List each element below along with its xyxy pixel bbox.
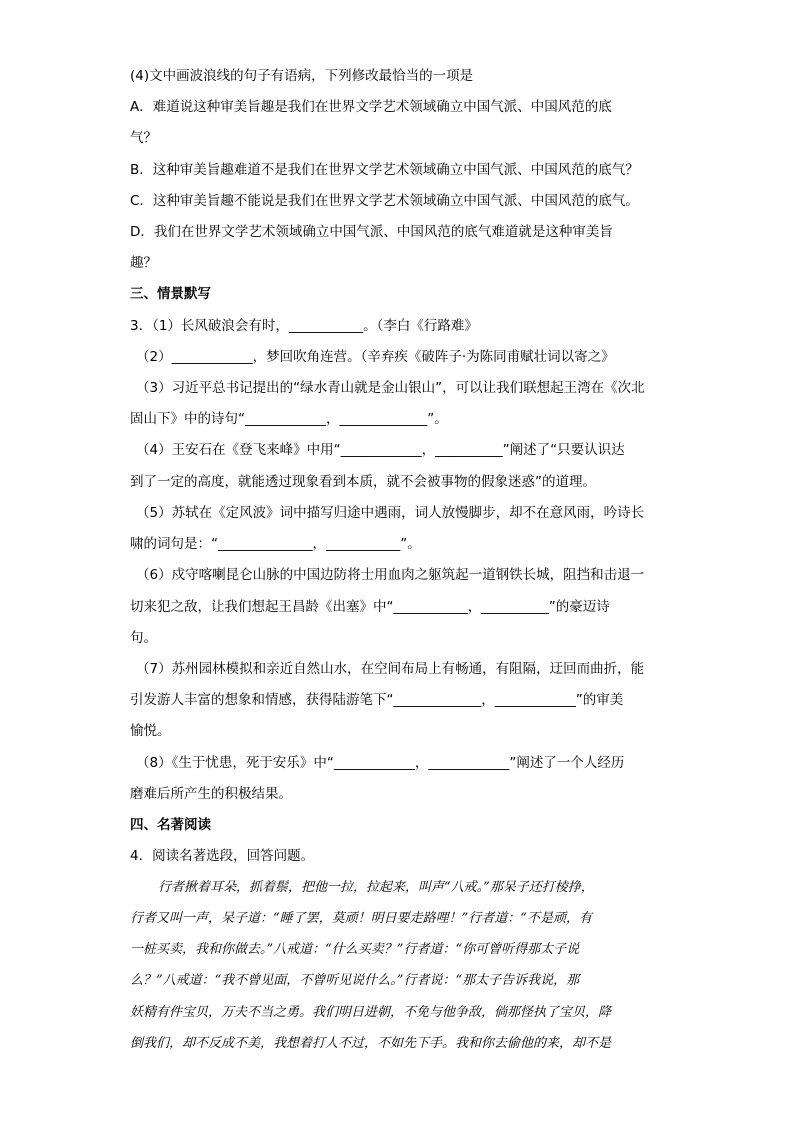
option-d-line-1: D．我们在世界文学艺术领域确立中国气派、中国风范的底气难道就是这种审美旨 <box>130 224 613 240</box>
q3-item-8-line-2: 磨难后所产生的积极结果。 <box>130 786 292 802</box>
q3-item-7-line-2: 引发游人丰富的想象和情感，获得陆游笔下“_____________，____________”的审美 <box>130 692 624 708</box>
q3-item-6-line-3: 句。 <box>130 630 157 646</box>
excerpt-line-2: 行者又叫一声，呆子道：“睡了罢，莫顽！明日要走路哩！”行者道：“不是顽，有 <box>130 911 592 926</box>
q3-item-6-line-2: 切来犯之敌，让我们想起王昌龄《出塞》中“___________，__________”的豪迈诗 <box>130 599 610 615</box>
q3-item-3-line-1: （3）习近平总书记提出的“绿水青山就是金山银山”，可以让我们联想起王湾在《次北 <box>136 380 645 396</box>
option-d-line-2: 趣？ <box>130 255 157 271</box>
section-heading-4: 四、名著阅读 <box>130 817 211 833</box>
option-b: B．这种审美旨趣难道不是我们在世界文学艺术领域确立中国气派、中国风范的底气？ <box>130 162 639 178</box>
excerpt-line-5: 妖精有件宝贝，万夫不当之勇。我们明日进朝，不免与他争敌，倘那怪执了宝贝，降 <box>130 1005 612 1020</box>
excerpt-line-6: 倒我们，却不反成不美，我想着打人不过，不如先下手。我和你去偷他的来，却不是 <box>130 1036 612 1051</box>
question-4-4-prompt: (4)文中画波浪线的句子有语病，下列修改最恰当的一项是 <box>130 68 474 84</box>
q3-item-7-line-3: 愉悦。 <box>130 723 171 739</box>
excerpt-line-4: 么？”八戒道：“我不曾见面，不曾听见说什么。”行者说：“那太子告诉我说，那 <box>130 973 580 988</box>
q3-item-3-line-2: 固山下》中的诗句“____________，_____________”。 <box>130 411 448 427</box>
q3-item-1: 3．（1）长风破浪会有时，___________。（李白《行路难》 <box>130 318 478 334</box>
section-heading-3: 三、情景默写 <box>130 286 211 302</box>
q3-item-6-line-1: （6）戍守喀喇昆仑山脉的中国边防将士用血肉之躯筑起一道钢铁长城，阻挡和击退一 <box>136 567 645 583</box>
q3-item-7-line-1: （7）苏州园林模拟和亲近自然山水，在空间布局上有畅通，有阻隔，迂回而曲折，能 <box>136 661 645 677</box>
q3-item-5-line-2: 啸的词句是：“______________，___________”。 <box>130 536 421 552</box>
option-a-line-1: A．难道说这种审美旨趣是我们在世界文学艺术领域确立中国气派、中国风范的底 <box>130 99 612 115</box>
question-4-prompt: 4．阅读名著选段，回答问题。 <box>130 848 315 864</box>
excerpt-line-1: 行者揪着耳朵，抓着鬃，把他一拉，拉起来，叫声“八戒。”那呆子还打棱挣， <box>158 880 594 895</box>
excerpt-line-3: 一桩买卖，我和你做去。”八戒道：“什么买卖？”行者道：“你可曾听得那太子说 <box>130 942 580 957</box>
q3-item-4-line-1: （4）王安石在《登飞来峰》中用“____________，__________”阐述了“只要认识达 <box>136 442 625 458</box>
q3-item-4-line-2: 到了一定的高度，就能透过现象看到本质，就不会被事物的假象迷惑”的道理。 <box>130 474 596 490</box>
q3-item-5-line-1: （5）苏轼在《定风波》词中描写归途中遇雨，词人放慢脚步，却不在意风雨，吟诗长 <box>136 505 645 521</box>
option-a-line-2: 气？ <box>130 130 157 146</box>
q3-item-2: （2）____________，梦回吹角连营。（辛弃疾《破阵子·为陈同甫赋壮词以寄之》 <box>136 349 615 365</box>
q3-item-8-line-1: （8）《生于忧患，死于安乐》中“____________，____________”阐述了一个人经历 <box>136 755 625 771</box>
option-c: C．这种审美旨趣不能说是我们在世界文学艺术领域确立中国气派、中国风范的底气。 <box>130 193 639 209</box>
